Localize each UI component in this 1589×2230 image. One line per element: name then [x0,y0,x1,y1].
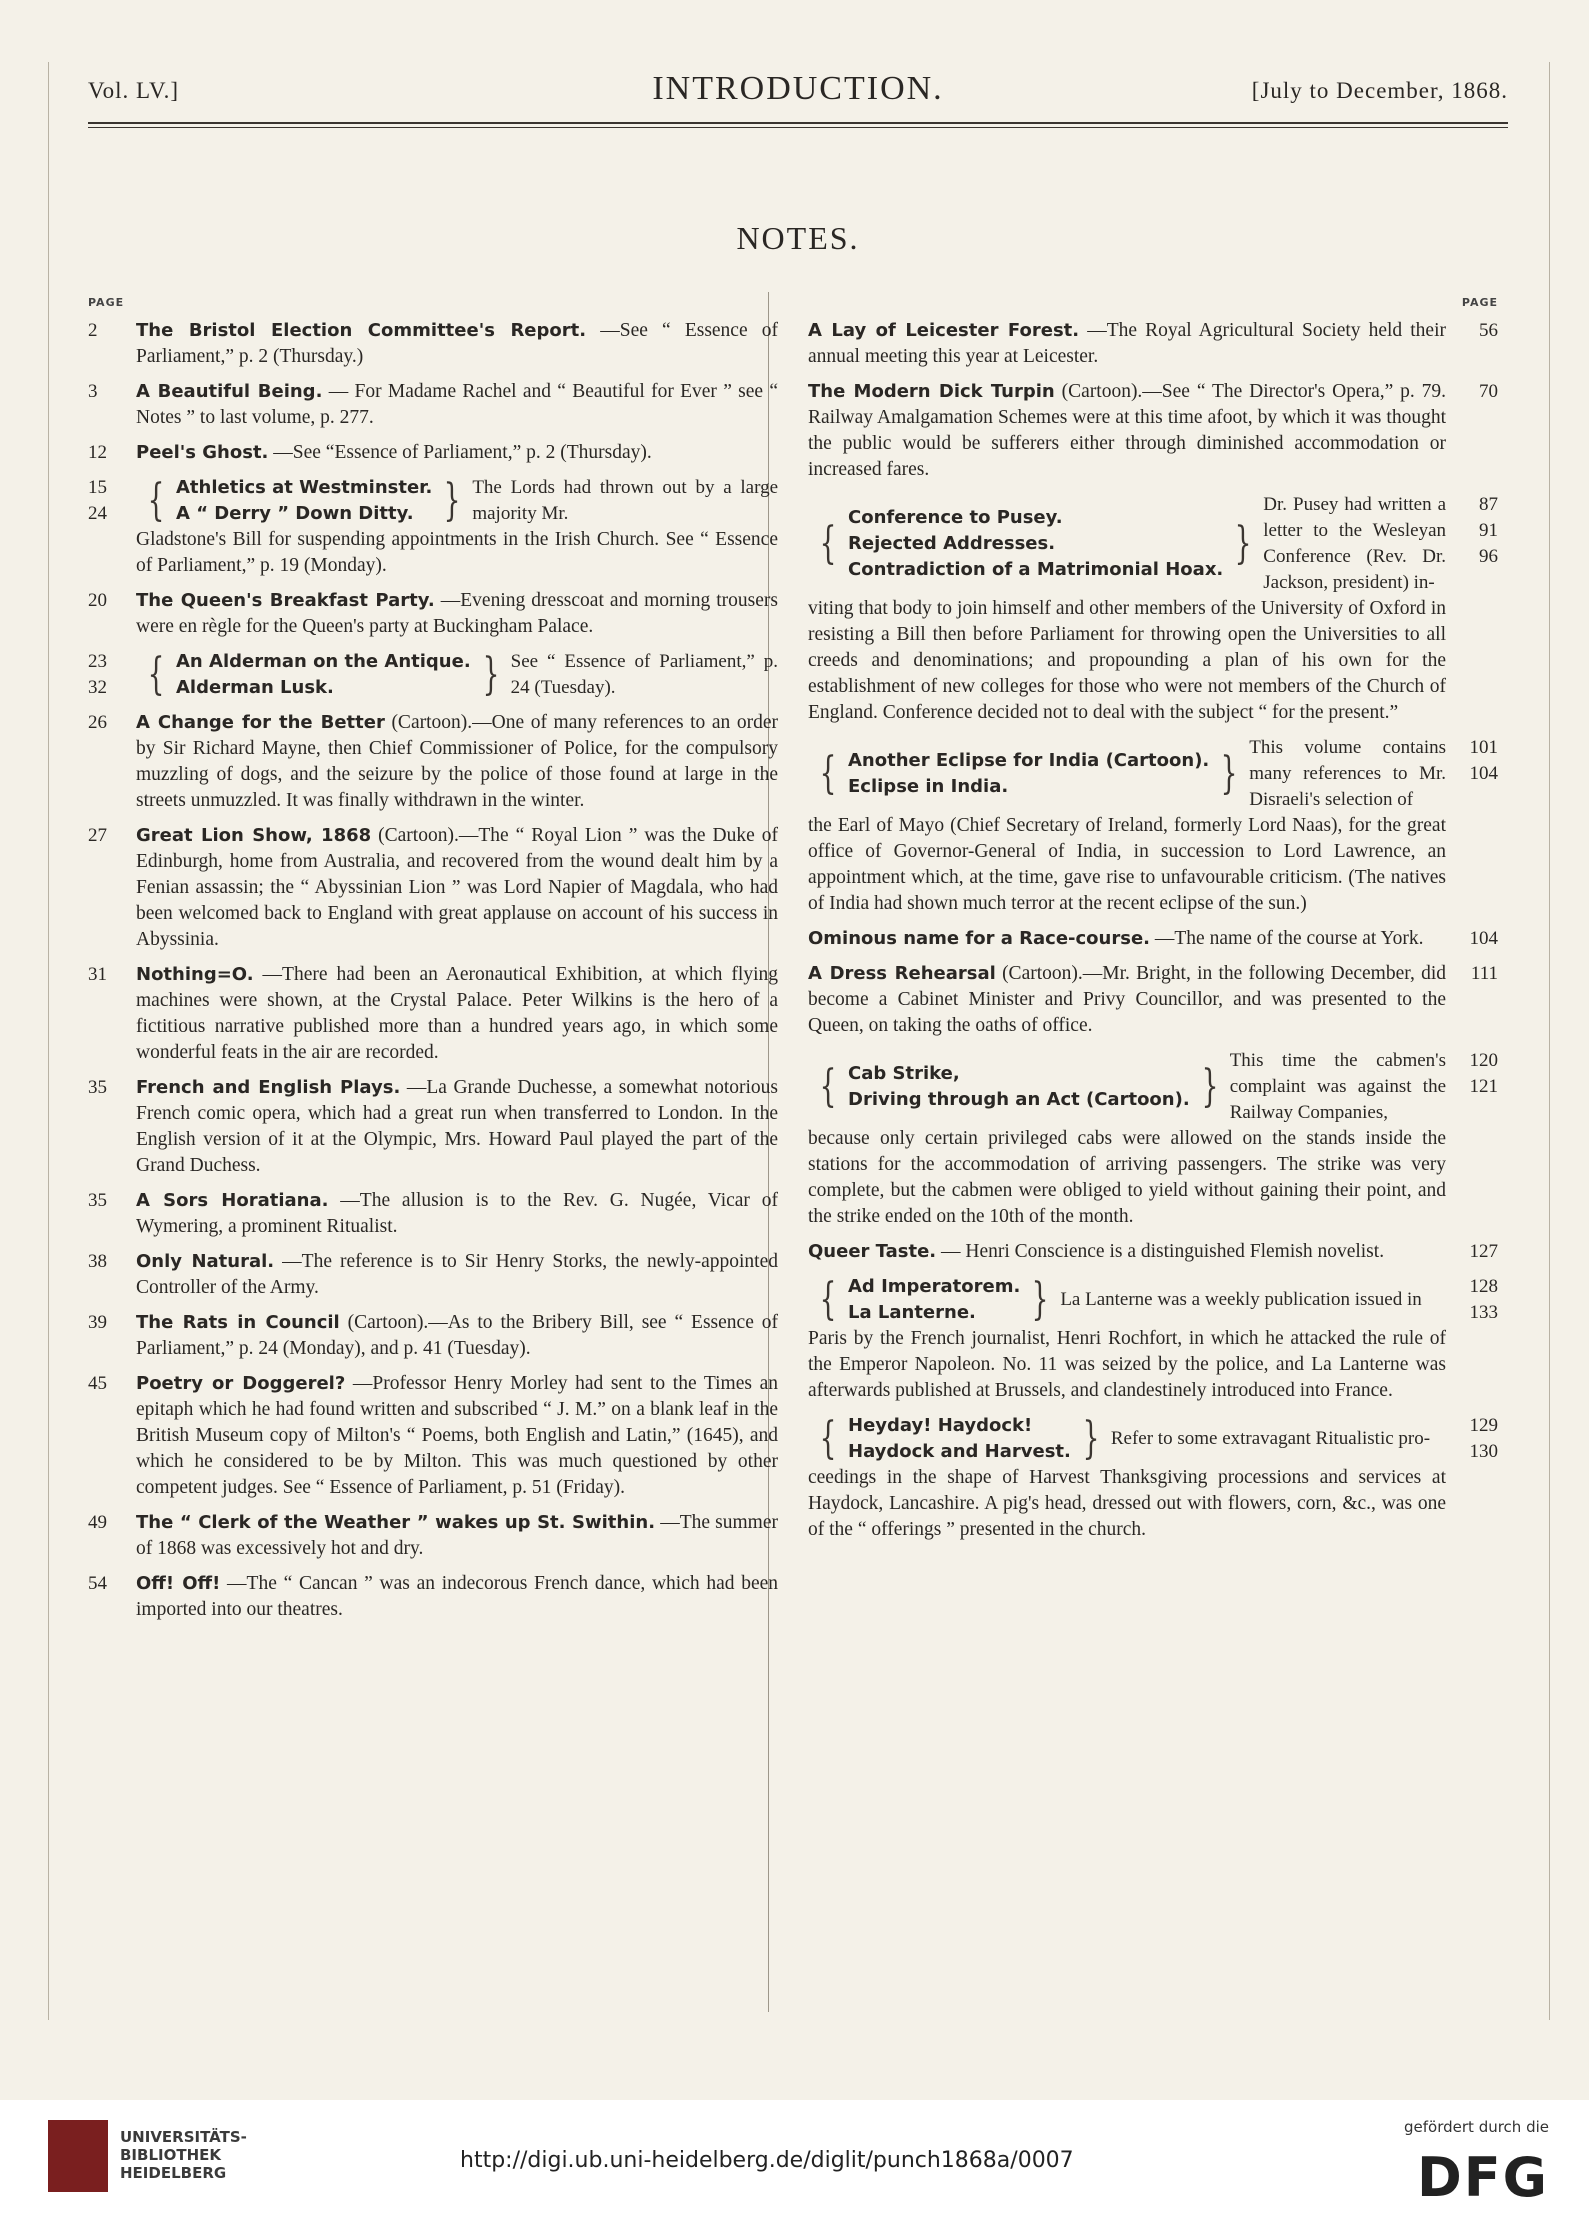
page-number: 35 [88,1077,107,1098]
note-entry [88,318,778,370]
volume-label: Vol. LV.] [88,78,180,103]
entry-side-note: Dr. Pusey had written a letter to the Wesleyan Conference (Rev. Dr. Jackson, president) in- [1263,494,1446,593]
note-entry [808,379,1498,483]
entry-text: viting that body to join himself and other members of the University of Oxford in resisting a Bill then before Parliament for throwing open the Universities to all creeds and denominations; and propounding a plan of his own for the establishment of new colleges for those who were not members of the Church of England. Conference decided not to deal with the subject “ for the present.” [808,598,1446,723]
note-entry [808,735,1498,917]
entry-heading: A “ Derry ” Down Ditty. [176,503,414,524]
entry-heading: A Lay of Leicester Forest. [808,320,1080,341]
note-entry [808,318,1498,370]
note-entry [88,1571,778,1623]
page-numbers: 15 24 [88,477,107,524]
entry-text: —The summer of 1868 was excessively hot and dry. [136,1512,778,1559]
note-entry [88,1310,778,1362]
page [48,0,1548,2020]
note-entry [808,1048,1498,1230]
brace-left-icon: { [819,1061,837,1112]
entry-text: —The reference is to Sir Henry Storks, the newly-appointed Controller of the Army. [136,1251,779,1298]
entry-text: Gladstone's Bill for suspending appointments in the Irish Church. See “ Essence of Parliament,” p. 19 (Monday). [136,529,778,576]
entry-text: (Cartoon).—One of many references to an order by Sir Richard Mayne, then Chief Commissioner of Police, for the compulsory muzzling of dogs, and the seizure by the police of those found at large in the streets unmuzzled. It was finally withdrawn in the winter. [136,712,778,811]
entry-heading: Off! Off! [136,1573,221,1594]
brace-right-icon: } [1220,748,1238,799]
page-numbers: 101 104 [1469,737,1498,784]
entry-text: because only certain privileged cabs were allowed on the stands inside the stations for the accommodation of arriving passengers. The strike was very complete, but the cabmen were obliged to yield without gaining their point, and the strike ended on the 10th of the month. [808,1128,1446,1227]
funding-caption: gefördert durch die [1404,2118,1549,2136]
section-title: NOTES. [736,220,860,256]
entry-text: the Earl of Mayo (Chief Secretary of Ireland, formerly Lord Naas), for the great office of Governor-General of India, in succession to Lord Lawrence, an appointment which, at the time, gave rise to unfavourable criticism. (The natives of India had shown much terror at the recent eclipse of the sun.) [808,815,1446,914]
entry-heading: A Dress Rehearsal [808,963,996,984]
note-entry [88,823,778,953]
entry-heading: Cab Strike, [848,1063,960,1084]
brace-right-icon: } [1082,1413,1100,1464]
note-entry [88,1075,778,1179]
page-number: 31 [88,964,107,985]
entry-side-note: This volume contains many references to Mr. Disraeli's selection of [1249,737,1446,810]
entry-text: (Cartoon).—The “ Royal Lion ” was the Duke of Edinburgh, home from Australia, and recovered from the wound dealt him by a Fenian assassin; the “ Abyssinian Lion ” was Lord Napier of Magdala, who had been welcomed back to England with great applause on account of his success in Abyssinia. [136,825,778,950]
heading-group [176,475,432,527]
entry-text: ceedings in the shape of Harvest Thanksgiving processions and services at Haydock, Lancashire. A pig's head, dressed out with flowers, corn, &c., was one of the “ offerings ” presented in the church. [808,1467,1446,1540]
entry-text: —See “Essence of Parliament,” p. 2 (Thursday). [273,442,652,463]
entry-heading: The Bristol Election Committee's Report. [136,320,587,341]
brace-left-icon: { [819,1274,837,1325]
entry-heading: La Lanterne. [848,1302,976,1323]
note-entry [808,961,1498,1039]
entry-heading: A Beautiful Being. [136,381,323,402]
brace-right-icon: } [443,475,461,526]
library-logo-icon [48,2120,108,2192]
entry-text: (Cartoon).—Mr. Bright, in the following December, did become a Cabinet Minister and Privy Councillor, and was presented to the Queen, on taking the oaths of office. [808,963,1447,1036]
note-entry [88,1510,778,1562]
entry-heading: Only Natural. [136,1251,275,1272]
page-column-label: PAGE [88,296,125,309]
date-label: [July to December, 1868. [1251,78,1508,103]
entry-text: —There had been an Aeronautical Exhibition, at which flying machines were shown, at the Crystal Palace. Peter Wilkins is the hero of a fictitious narrative published more than a hundred years ago, in which some wonderful feats in the air are recorded. [136,964,778,1063]
braced-group [136,649,778,701]
braced-group [808,1274,1446,1326]
page-number: 3 [88,381,98,402]
entry-heading: Contradiction of a Matrimonial Hoax. [848,559,1224,580]
note-entry [808,1239,1498,1265]
entry-heading: Haydock and Harvest. [848,1441,1071,1462]
heading-group [176,649,471,701]
brace-left-icon: { [819,748,837,799]
page-numbers: 129 130 [1469,1415,1498,1462]
entry-side-note: Refer to some extravagant Ritualistic pro- [1110,1428,1431,1449]
note-entry [88,379,778,431]
note-entry [88,1188,778,1240]
entry-heading: Poetry or Doggerel? [136,1373,346,1394]
entry-heading: Nothing=O. [136,964,254,985]
entry-heading: The Rats in Council [136,1312,340,1333]
entry-heading: Peel's Ghost. [136,442,269,463]
heading-group [848,1274,1020,1326]
entry-heading: Great Lion Show, 1868 [136,825,372,846]
page-number: 12 [88,442,107,463]
note-entry [808,1413,1498,1543]
entry-heading: Ominous name for a Race-course. [808,928,1150,949]
entry-heading: The Queen's Breakfast Party. [136,590,435,611]
entry-text: —Evening dresscoat and morning trousers were en règle for the Queen's party at Buckingham Palace. [136,590,779,637]
note-entry [808,1274,1498,1404]
page-number: 54 [88,1573,107,1594]
page-number: 39 [88,1312,107,1333]
braced-group [808,1413,1446,1465]
brace-left-icon: { [819,1413,837,1464]
note-entry [88,710,778,814]
page-number: 27 [88,825,107,846]
entry-text: —See “ Essence of Parliament,” p. 2 (Thursday.) [136,320,779,367]
heading-group [848,748,1209,800]
library-name: UNIVERSITÄTS- BIBLIOTHEK HEIDELBERG [120,2128,247,2182]
note-entry [88,1371,778,1501]
entry-heading: Rejected Addresses. [848,533,1056,554]
entry-heading: French and English Plays. [136,1077,401,1098]
page-number: 20 [88,590,107,611]
header-rule [88,122,1508,124]
brace-right-icon: } [482,649,500,700]
dfg-logo: DFG [1416,2146,1549,2209]
entry-text: — Henri Conscience is a distinguished Flemish novelist. [941,1241,1385,1262]
entry-side-note: The Lords had thrown out by a large majority Mr. [472,477,778,524]
entry-text: —La Grande Duchesse, a somewhat notorious French comic opera, which had a great run when transferred to London. In the English version of it at the Olympic, Mrs. Howard Paul played the part of the Grand Duchess. [136,1077,779,1176]
heading-group [848,1061,1190,1113]
note-entry [88,1249,778,1301]
page-number: 2 [88,320,98,341]
entry-text: —Professor Henry Morley had sent to the Times an epitaph which he had found written and subscribed “ J. M.” on a blank leaf in the British Museum copy of Milton's “ Poems, both English and Latin,” (1645), and which he considered to be by Milton. This was much questioned by other competent judges. See “ Essence of Parliament, p. 51 (Friday). [136,1373,778,1498]
running-header [88,70,1508,122]
braced-group [808,1048,1446,1126]
page-number: 56 [1479,320,1498,341]
braced-group [808,492,1446,596]
entry-text: —The Royal Agricultural Society held their annual meeting this year at Leicester. [808,320,1446,367]
page-column-label: PAGE [1461,296,1498,309]
entry-heading: Heyday! Haydock! [848,1415,1033,1436]
entry-heading: The “ Clerk of the Weather ” wakes up St. Swithin. [136,1512,656,1533]
page-numbers: 87 91 96 [1479,494,1498,567]
page-number: 70 [1479,381,1498,402]
note-entry [808,926,1498,952]
header-title: INTRODUCTION. [652,70,944,107]
page-number: 45 [88,1373,107,1394]
entry-heading: An Alderman on the Antique. [176,651,471,672]
right-column [808,290,1498,1552]
entry-heading: Ad Imperatorem. [848,1276,1021,1297]
left-column [88,290,778,1632]
entry-text: Paris by the French journalist, Henri Rochfort, in which he attacked the rule of the Emperor Napoleon. No. 11 was seized by the police, and La Lanterne was afterwards published at Brussels, and clandestinely introduced into France. [808,1328,1446,1401]
entry-text: (Cartoon).—See “ The Director's Opera,” p. 79. Railway Amalgamation Schemes were at this time afoot, by which it was thought the public would be sufferers either through diminished accommodation or increased fares. [808,381,1447,480]
note-entry [88,475,778,579]
entry-text: —The allusion is to the Rev. G. Nugée, Vicar of Wymering, a prominent Ritualist. [136,1190,778,1237]
header-rule-thin [88,127,1508,128]
entry-heading: Athletics at Westminster. [176,477,433,498]
note-entry [88,649,778,701]
page-numbers: 120 121 [1469,1050,1498,1097]
entry-heading: A Sors Horatiana. [136,1190,329,1211]
brace-right-icon: } [1234,518,1252,569]
entry-heading: Queer Taste. [808,1241,937,1262]
heading-group [848,1413,1071,1465]
entry-side-note: La Lanterne was a weekly publication issued in [1060,1289,1422,1310]
entry-heading: The Modern Dick Turpin [808,381,1055,402]
brace-right-icon: } [1201,1061,1219,1112]
entry-text: —The name of the course at York. [1154,928,1424,949]
page-number: 111 [1470,963,1498,984]
page-numbers: 23 32 [88,651,107,698]
entry-heading: Conference to Pusey. [848,507,1063,528]
page-number: 104 [1469,928,1498,949]
entry-heading: A Change for the Better [136,712,385,733]
note-entry [808,492,1498,726]
entry-text: (Cartoon).—As to the Bribery Bill, see “ Essence of Parliament,” p. 24 (Monday), and p. 41 (Tuesday). [136,1312,779,1359]
heading-group [848,505,1223,583]
braced-group [808,735,1446,813]
page-number: 35 [88,1190,107,1211]
note-entry [88,962,778,1066]
permalink[interactable]: http://digi.ub.uni-heidelberg.de/diglit/punch1868a/0007 [460,2148,1074,2173]
entry-heading: Another Eclipse for India (Cartoon). [848,750,1210,771]
brace-left-icon: { [819,518,837,569]
entry-heading: Alderman Lusk. [176,677,334,698]
entry-text: — For Madame Rachel and “ Beautiful for Ever ” see “ Notes ” to last volume, p. 277. [136,381,779,428]
entry-heading: Driving through an Act (Cartoon). [848,1089,1190,1110]
page-number: 38 [88,1251,107,1272]
entry-side-note: See “ Essence of Parliament,” p. 24 (Tuesday). [510,651,778,698]
entry-text: —The “ Cancan ” was an indecorous French dance, which had been imported into our theatres. [136,1573,779,1620]
braced-group [136,475,778,527]
note-entry [88,440,778,466]
entry-heading: Eclipse in India. [848,776,1009,797]
page-numbers: 128 133 [1469,1276,1498,1323]
digitization-footer [0,2100,1589,2230]
page-number: 26 [88,712,107,733]
note-entry [88,588,778,640]
brace-right-icon: } [1031,1274,1049,1325]
page-number: 49 [88,1512,107,1533]
page-number: 127 [1469,1241,1498,1262]
brace-left-icon: { [147,475,165,526]
entry-side-note: This time the cabmen's complaint was against the Railway Companies, [1229,1050,1446,1123]
brace-left-icon: { [147,649,165,700]
